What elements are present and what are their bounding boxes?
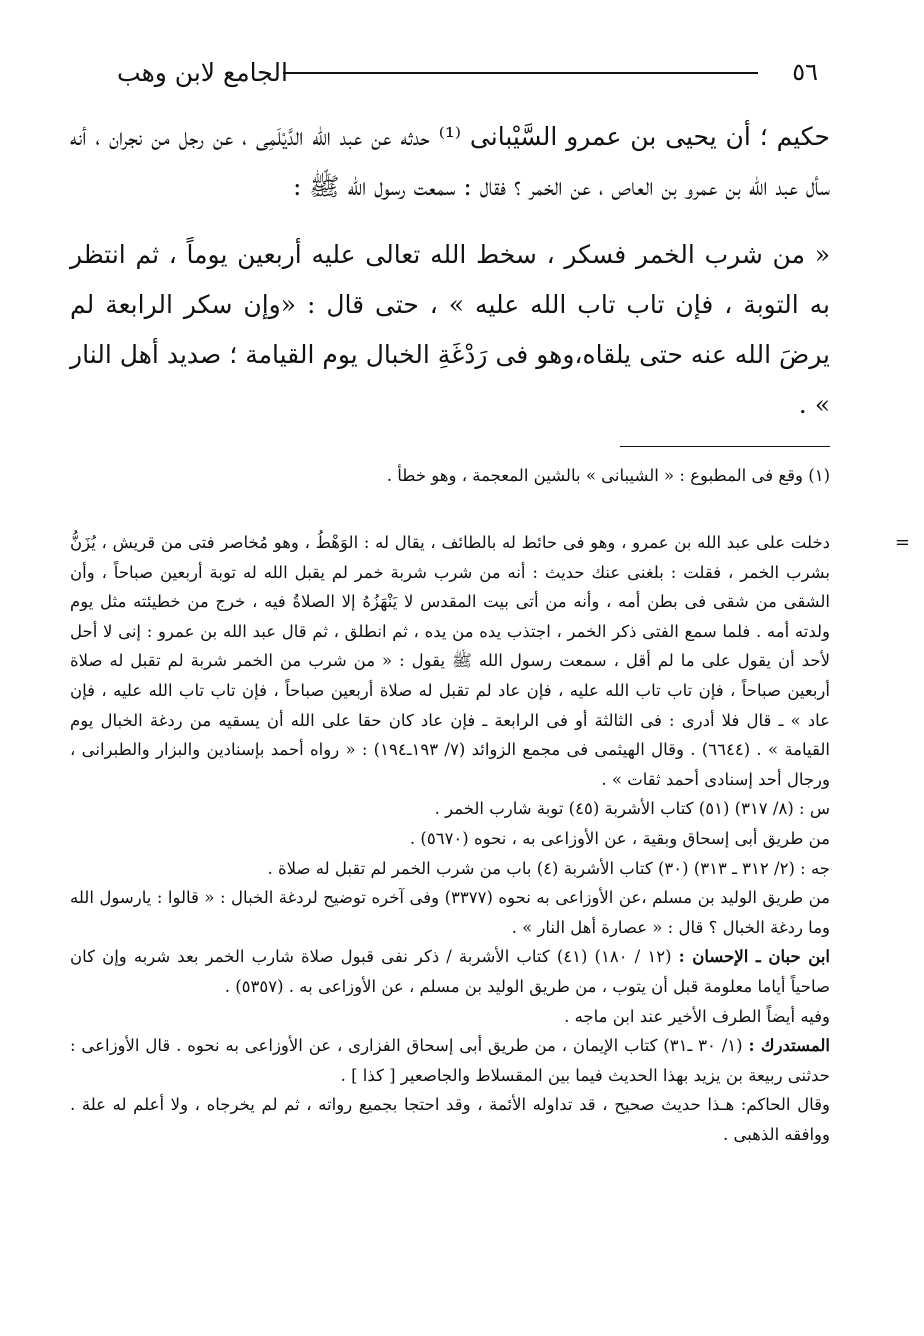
- footnote-rule: [620, 446, 830, 447]
- source-name: ابن حبان ـ الإحسان :: [678, 947, 831, 967]
- source-name: المستدرك :: [748, 1036, 830, 1056]
- running-title: الجامع لابن وهب: [117, 58, 288, 87]
- source-line: جه : (٢/ ٣١٢ ـ ٣١٣) (٣٠) كتاب الأشربة (٤) باب من شرب الخمر لم تقبل له صلاة .: [267, 858, 830, 878]
- main-text: [70, 112, 830, 430]
- source-line: من طريق أبى إسحاق وبقية ، عن الأوزاعى به ، نحوه (٥٦٧٠) .: [409, 828, 830, 848]
- source-text: (١٢ / ١٨٠) (٤١) كتاب الأشربة / ذكر نفى قبول صلاة شارب الخمر بعد شربه وإن كان صاحياً أياما معلومة قبل أن يتوب ، من طريق الوليد بن مسلم ، عن الأوزاعى به . (٥٣٥٧) .: [70, 947, 830, 996]
- source-line: من طريق الوليد بن مسلم ،عن الأوزاعى به نحوه (٣٣٧٧) وفى آخره توضيح لردغة الخبال : « قالوا : يارسول الله وما ردغة الخبال ؟ قال : « عصارة أهل النار » .: [70, 888, 830, 937]
- source-line: وفيه أيضاً الطرف الأخير عند ابن ماجه .: [564, 1006, 830, 1026]
- hadith-paragraph: « من شرب الخمر فسكر ، سخط الله تعالى عليه أربعين يوماً ، ثم انتظر به التوبة ، فإن تاب تاب الله عليه » ، حتى قال : «وإن سكر الرابعة لم يرضَ الله عنه حتى يلقاه،وهو فى رَدْغَةِ الخبال يوم القيامة ؛ صديد أهل النار » .: [70, 240, 830, 419]
- page-header: [78, 52, 818, 92]
- main-paragraph: حكيم ؛ أن يحيى بن عمرو السَّيْبانى ⁽¹⁾ حدثه عن عبد الله الدَّيْلَمِى ، عن رجل من نجران ، أنه سأل عبد الله بن عمرو بن العاص ، عن الخمر ؟ فقال : سمعت رسول الله ﷺ :: [70, 122, 831, 201]
- source-line: [70, 942, 830, 1001]
- footnote: (١) وقع فى المطبوع : « الشيبانى » بالشين المعجمة ، وهو خطأ .: [386, 466, 830, 485]
- header-rule: [283, 72, 758, 74]
- source-line: س : (٨/ ٣١٧) (٥١) كتاب الأشربة (٤٥) توبة شارب الخمر .: [434, 799, 830, 819]
- source-line: وقال الحاكم: هـذا حديث صحيح ، قد تداوله الأئمة ، وقد احتجا بجميع رواته ، ثم لم يخرجاه ، ولا أعلم له علة . ووافقه الذهبى .: [70, 1095, 830, 1144]
- commentary-paragraph: دخلت على عبد الله بن عمرو ، وهو فى حائط له بالطائف ، يقال له : الوَهْطُ ، وهو مُخاصر فتى من قريش ، يُزَنُّ بشرب الخمر ، فقلت : بلغنى عنك حديث : أنه من شرب شربة خمر لم يقبل الله له توبة أربعين صباحاً ، وأن الشقى من شقى فى بطن أمه ، وأنه من أتى بيت المقدس لا يَنْهَزُهُ إلا الصلاةُ فيه ، خرج من خطيئته مثل يوم ولدته أمه . فلما سمع الفتى ذكر الخمر ، اجتذب يده من يده ، ثم انطلق ، ثم قال عبد الله بن عمرو : إنى لا أحل لأحد أن يقول على ما لم أقل ، سمعت رسول الله ﷺ يقول : « من شرب من الخمر شربة لم تقبل له صلاة أربعين صباحاً ، فإن تاب تاب الله عليه ، فإن عاد لم تقبل له صلاة أربعين صباحاً ، فإن تاب تاب الله عليه ، فإن عاد » ـ قال فلا أدرى : فى الثالثة أو فى الرابعة ـ فإن عاد كان حقا على الله أن يسقيه من ردغة الخبال يوم القيامة » . (٦٦٤٤) . وقال الهيثمى فى مجمع الزوائد (٧/ ١٩٣ـ١٩٤) : « رواه أحمد بإسنادين والبزار والطبرانى ، ورجال أحد إسنادى أحمد ثقات » .: [70, 533, 830, 789]
- source-text: (١/ ٣٠ ـ٣١) كتاب الإيمان ، من طريق أبى إسحاق الفزارى ، عن الأوزاعى به نحوه . قال الأوزاعى : حدثنى ربيعة بن يزيد بهذا الحديث فيما بين المقسلاط والجاصعير [ كذا ] .: [70, 1036, 830, 1085]
- continuation-mark: =: [894, 532, 910, 553]
- page-number: ٥٦: [792, 58, 818, 86]
- commentary: [70, 528, 910, 1149]
- source-line: [70, 1031, 830, 1090]
